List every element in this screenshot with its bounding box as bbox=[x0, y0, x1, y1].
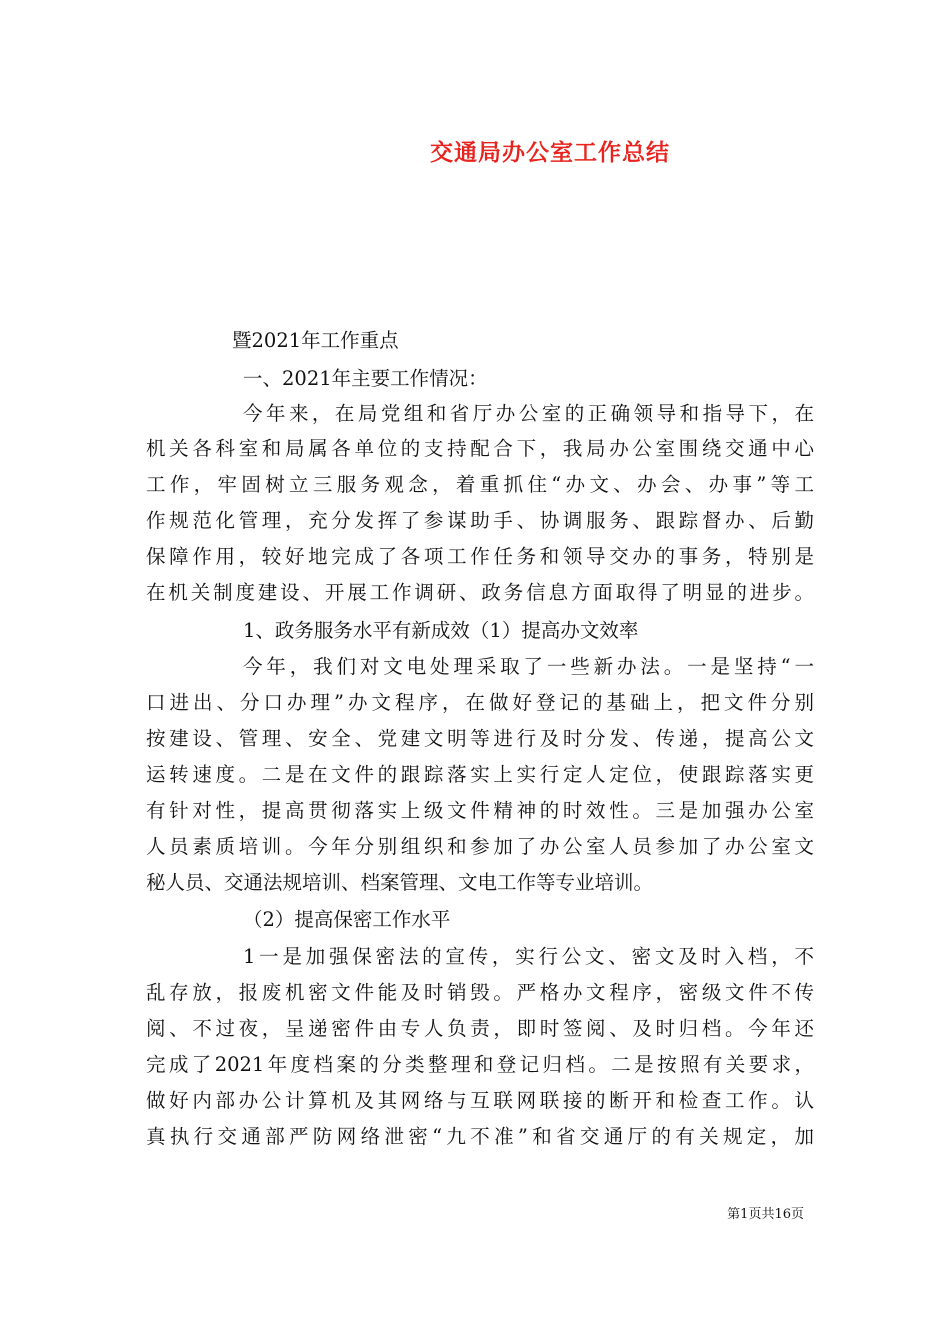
paragraph-line: 今年，我们对文电处理采取了一些新办法。一是坚持“一 bbox=[243, 655, 814, 678]
subsection-heading: 1、政务服务水平有新成效（1）提高办文效率 bbox=[243, 619, 639, 642]
document-title: 交通局办公室工作总结 bbox=[430, 139, 670, 166]
paragraph-line: 工作，牢固树立三服务观念，着重抓住“办文、办会、办事”等工 bbox=[146, 473, 814, 496]
paragraph-line: 有针对性，提高贯彻落实上级文件精神的时效性。三是加强办公室 bbox=[146, 799, 814, 822]
paragraph-line: 作规范化管理，充分发挥了参谋助手、协调服务、跟踪督办、后勤 bbox=[146, 509, 814, 532]
paragraph-line: 完成了2021年度档案的分类整理和登记归档。二是按照有关要求， bbox=[146, 1053, 814, 1076]
paragraph-line: 1一是加强保密法的宣传，实行公文、密文及时入档，不 bbox=[243, 945, 814, 968]
paragraph-line: 机关各科室和局属各单位的支持配合下，我局办公室围绕交通中心 bbox=[146, 437, 814, 460]
paragraph-line: 乱存放，报废机密文件能及时销毁。严格办文程序，密级文件不传 bbox=[146, 981, 814, 1004]
section-heading: 一、2021年主要工作情况： bbox=[243, 367, 488, 390]
paragraph-line: 今年来，在局党组和省厅办公室的正确领导和指导下，在 bbox=[243, 402, 814, 425]
paragraph-line: 真执行交通部严防网络泄密“九不准”和省交通厅的有关规定，加 bbox=[146, 1125, 814, 1148]
paragraph-line: 运转速度。二是在文件的跟踪落实上实行定人定位，使跟踪落实更 bbox=[146, 763, 814, 786]
page-number: 第1页共16页 bbox=[727, 1207, 804, 1222]
paragraph-line: 做好内部办公计算机及其网络与互联网联接的断开和检查工作。认 bbox=[146, 1089, 814, 1112]
paragraph-line: 阅、不过夜，呈递密件由专人负责，即时签阅、及时归档。今年还 bbox=[146, 1017, 814, 1040]
paragraph-line: 保障作用，较好地完成了各项工作任务和领导交办的事务，特别是 bbox=[146, 545, 814, 568]
paragraph-line: 按建设、管理、安全、党建文明等进行及时分发、传递，提高公文 bbox=[146, 727, 814, 750]
subtitle-line: 暨2021年工作重点 bbox=[232, 329, 399, 352]
paragraph-line: 口进出、分口办理”办文程序，在做好登记的基础上，把文件分别 bbox=[146, 691, 814, 714]
paragraph-line: 人员素质培训。今年分别组织和参加了办公室人员参加了办公室文 bbox=[146, 835, 814, 858]
paragraph-line: 在机关制度建设、开展工作调研、政务信息方面取得了明显的进步。 bbox=[146, 581, 814, 604]
paragraph-line: 秘人员、交通法规培训、档案管理、文电工作等专业培训。 bbox=[146, 871, 654, 894]
subsection-heading: （2）提高保密工作水平 bbox=[243, 908, 451, 931]
